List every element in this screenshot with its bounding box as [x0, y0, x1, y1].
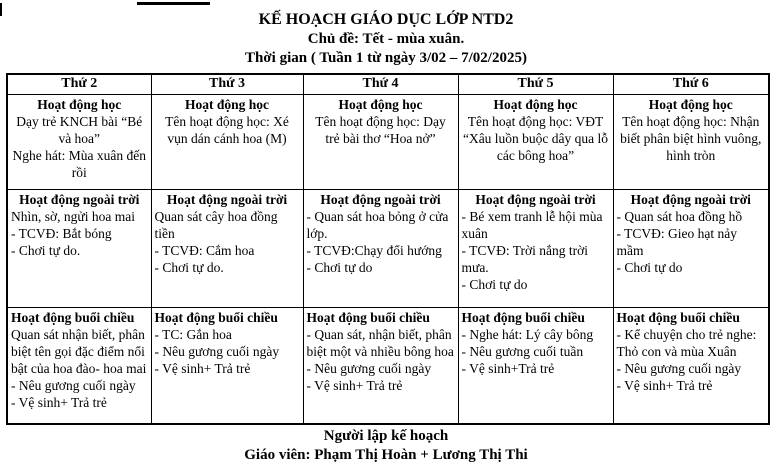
- cell-ngoai-troi-thu-5: [458, 189, 613, 307]
- cell-text-line: Nghe hát: Mùa xuân đến rồi: [12, 147, 146, 180]
- day-header-thu-2: Thứ 2: [7, 74, 151, 94]
- cell-text-line: Dạy trẻ KNCH bài “Bé và hoa”: [16, 113, 143, 146]
- cell-text-line: - Vệ sinh+ Trả trẻ: [154, 360, 251, 376]
- cell-text-line: - Bé xem tranh lễ hội mùa xuân: [461, 208, 603, 241]
- section-heading: Hoạt động ngoài trời: [320, 191, 441, 207]
- cell-text-line: - Chơi tự do.: [154, 259, 224, 275]
- row-hoat-dong-ngoai-troi: [7, 189, 769, 307]
- cell-text-line: - Chơi tự do.: [11, 242, 81, 258]
- day-header-thu-3: Thứ 3: [151, 74, 303, 94]
- cell-text-line: - Vệ sinh+ Trả trẻ: [616, 377, 713, 393]
- cell-buoi-chieu-thu-6: [613, 307, 769, 424]
- section-heading: Hoạt động buổi chiều: [11, 309, 135, 325]
- cell-text-line: Tên hoạt động học: Xé vụn dán cánh hoa (M): [165, 113, 289, 146]
- cell-text-line: Tên hoạt động học: Nhận biết phân biệt hình vuông, hình tròn: [620, 113, 762, 163]
- weekly-plan-table: [6, 73, 770, 425]
- cell-text-line: - Quan sát hoa bỏng ở cửa lớp.: [306, 208, 449, 241]
- cell-text-line: - Nêu gương cuối ngày: [616, 360, 742, 376]
- cell-text-line: - Quan sát, nhận biết, phân biệt một và nhiều bông hoa: [306, 326, 454, 359]
- cell-text-line: Quan sát nhận biết, phân biệt tên gọi đặc điểm nổi bật của hoa đào- hoa mai: [11, 326, 147, 376]
- cell-hoc-thu-2: [7, 94, 151, 189]
- section-heading: Hoạt động ngoài trời: [166, 191, 288, 207]
- cell-ngoai-troi-thu-6: [613, 189, 769, 307]
- table-header-row: [7, 74, 769, 94]
- row-hoat-dong-buoi-chieu: [7, 307, 769, 424]
- cell-text-line: Tên hoạt động học: VĐT “Xâu luồn buộc dây qua lỗ các bông hoa”: [462, 113, 609, 163]
- cell-text-line: Tên hoạt động học: Dạy trẻ bài thơ “Hoa nở”: [315, 113, 446, 146]
- cell-text-line: - Nêu gương cuối ngày: [11, 377, 136, 393]
- cell-hoc-thu-5: [458, 94, 613, 189]
- cell-text-line: - Chơi tự do: [616, 259, 683, 275]
- cell-buoi-chieu-thu-3: [151, 307, 303, 424]
- section-heading: Hoạt động buổi chiều: [306, 309, 430, 325]
- cell-text-line: - Nêu gương cuối tuần: [461, 343, 584, 359]
- cell-text-line: - TC: Gắn hoa: [154, 326, 232, 342]
- cell-text-line: - Nghe hát: Lý cây bông: [461, 326, 594, 342]
- page-artifact-horizontal-bar: [137, 2, 210, 5]
- section-heading: Hoạt động buổi chiều: [616, 309, 740, 325]
- cell-buoi-chieu-thu-4: [303, 307, 458, 424]
- section-heading: Hoạt động ngoài trời: [475, 191, 596, 207]
- cell-text-line: Quan sát cây hoa đồng tiền: [154, 208, 278, 241]
- document-time-range: Thời gian ( Tuần 1 từ ngày 3/02 – 7/02/2025): [245, 50, 527, 66]
- section-heading: Hoạt động học: [493, 96, 578, 112]
- cell-ngoai-troi-thu-3: [151, 189, 303, 307]
- cell-text-line: - Nêu gương cuối ngày: [306, 360, 432, 376]
- cell-buoi-chieu-thu-5: [458, 307, 613, 424]
- cell-hoc-thu-6: [613, 94, 769, 189]
- section-heading: Hoạt động học: [338, 96, 423, 112]
- page-artifact-vertical-tick: [0, 3, 2, 16]
- cell-hoc-thu-3: [151, 94, 303, 189]
- document-header: [0, 0, 772, 68]
- section-heading: Hoạt động ngoài trời: [19, 191, 140, 207]
- page-title: KẾ HOẠCH GIÁO DỤC LỚP NTD2: [258, 11, 514, 28]
- cell-text-line: - Vệ sinh+Trả trẻ: [461, 360, 555, 376]
- cell-text-line: - Vệ sinh+ Trả trẻ: [11, 394, 107, 410]
- section-heading: Hoạt động học: [37, 96, 122, 112]
- cell-text-line: - Chơi tự do: [306, 259, 373, 275]
- cell-buoi-chieu-thu-2: [7, 307, 151, 424]
- cell-text-line: - Quan sát hoa đồng hồ: [616, 208, 743, 224]
- day-header-thu-6: Thứ 6: [613, 74, 769, 94]
- cell-text-line: - Kể chuyện cho trẻ nghe: Thỏ con và mùa Xuân: [616, 326, 757, 359]
- cell-hoc-thu-4: [303, 94, 458, 189]
- footer-planner-label: Người lập kế hoạch: [323, 428, 449, 444]
- cell-text-line: - TCVĐ: Cắm hoa: [154, 242, 255, 258]
- cell-text-line: - Vệ sinh+ Trả trẻ: [306, 377, 403, 393]
- cell-ngoai-troi-thu-2: [7, 189, 151, 307]
- cell-ngoai-troi-thu-4: [303, 189, 458, 307]
- cell-text-line: - TCVĐ:Chạy đổi hướng: [306, 242, 442, 258]
- section-heading: Hoạt động học: [184, 96, 269, 112]
- cell-text-line: - TCVĐ: Gieo hạt nảy mầm: [616, 225, 737, 258]
- cell-text-line: Nhìn, sờ, ngửi hoa mai: [11, 208, 135, 224]
- row-hoat-dong-hoc: [7, 94, 769, 189]
- section-heading: Hoạt động buổi chiều: [461, 309, 585, 325]
- section-heading: Hoạt động học: [648, 96, 733, 112]
- day-header-thu-4: Thứ 4: [303, 74, 458, 94]
- footer-teacher-names: Giáo viên: Phạm Thị Hoàn + Lương Thị Thi: [244, 447, 528, 463]
- cell-text-line: - TCVĐ: Bắt bóng: [11, 225, 112, 241]
- cell-text-line: - TCVĐ: Trời nắng trời mưa.: [461, 242, 589, 275]
- document-footer: [0, 427, 772, 465]
- cell-text-line: - Nêu gương cuối ngày: [154, 343, 280, 359]
- document-subtitle: Chủ đề: Tết - mùa xuân.: [307, 31, 465, 47]
- section-heading: Hoạt động ngoài trời: [630, 191, 751, 207]
- section-heading: Hoạt động buổi chiều: [154, 309, 278, 325]
- cell-text-line: - Chơi tự do: [461, 276, 528, 292]
- day-header-thu-5: Thứ 5: [458, 74, 613, 94]
